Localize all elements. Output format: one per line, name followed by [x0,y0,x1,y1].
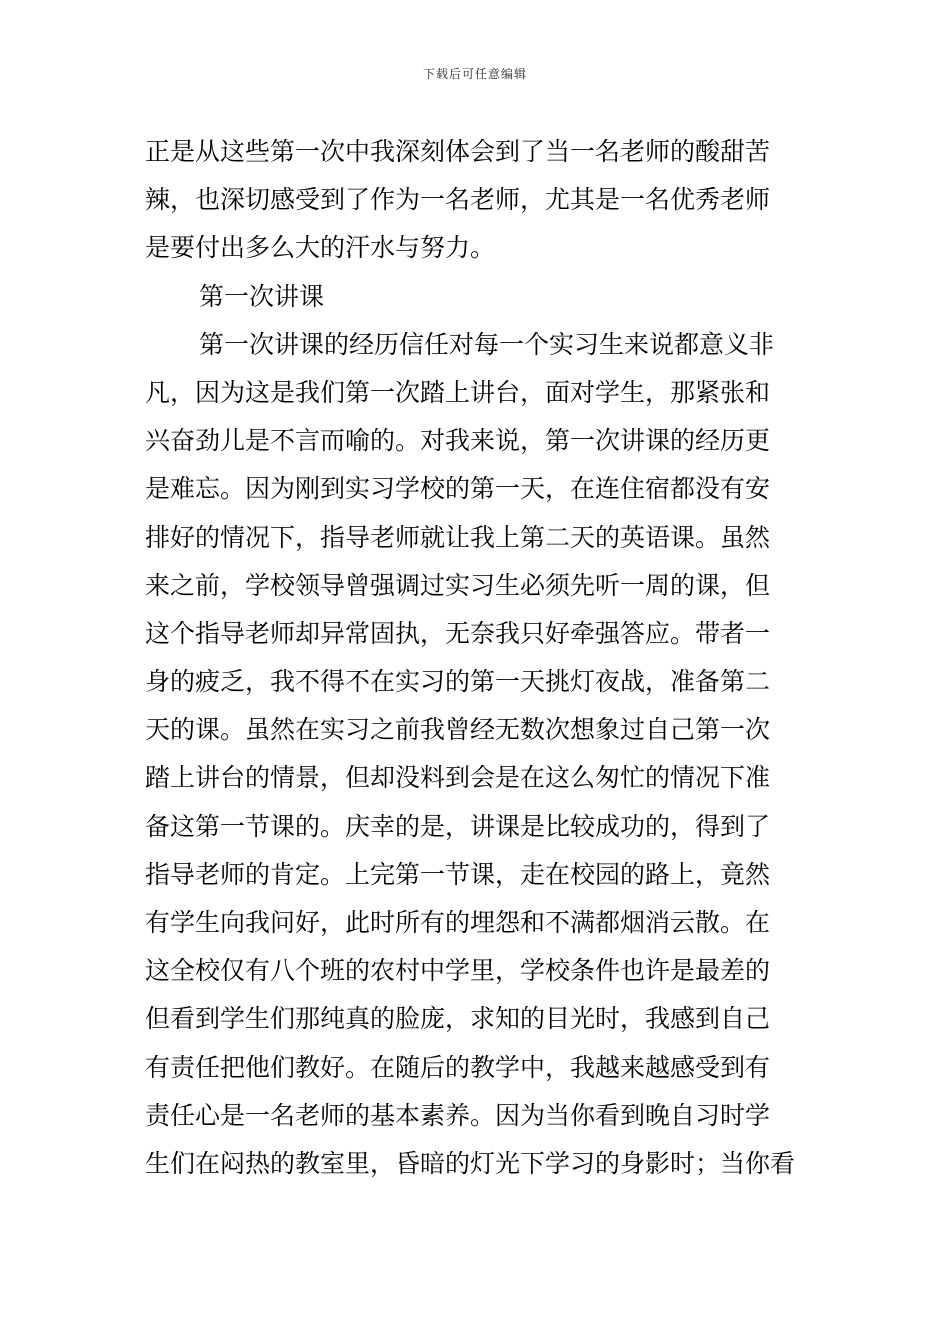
text-line: 生们在闷热的教室里，昏暗的灯光下学习的身影时；当你看 [145,1148,796,1178]
text-line: 有责任把他们教好。在随后的教学中，我越来越感受到有 [145,1052,771,1082]
text-line: 来之前，学校领导曾强调过实习生必须先听一周的课，但 [145,570,771,600]
text-line: 正是从这些第一次中我深刻体会到了当一名老师的酸甜苦 [145,137,771,166]
text-line: 这个指导老师却异常固执，无奈我只好牵强答应。带者一 [145,618,771,648]
section-heading: 第一次讲课 [199,281,325,311]
body-text [145,128,815,1188]
text-line: 责任心是一名老师的基本素养。因为当你看到晚自习时学 [145,1100,771,1130]
text-line: 身的疲乏，我不得不在实习的第一天挑灯夜战，准备第二 [145,667,771,697]
text-line: 指导老师的肯定。上完第一节课，走在校园的路上，竟然 [145,859,771,889]
text-line: 这全校仅有八个班的农村中学里，学校条件也许是最差的 [145,956,771,986]
text-line: 有学生向我问好，此时所有的埋怨和不满都烟消云散。在 [145,908,771,937]
text-line: 但看到学生们那纯真的脸庞，求知的目光时，我感到自己 [145,1004,771,1034]
text-line: 辣，也深切感受到了作为一名老师，尤其是一名优秀老师 [145,185,771,215]
text-line: 第一次讲课的经历信任对每一个实习生来说都意义非 [199,329,775,359]
text-line: 踏上讲台的情景，但却没料到会是在这么匆忙的情况下准 [145,763,771,793]
text-line: 备这第一节课的。庆幸的是，讲课是比较成功的，得到了 [145,811,771,841]
text-line: 凡，因为这是我们第一次踏上讲台，面对学生，那紧张和 [145,377,771,407]
text-line: 排好的情况下，指导老师就让我上第二天的英语课。虽然 [145,522,771,552]
page-header: 下载后可任意编辑 [422,67,527,81]
text-line: 是难忘。因为刚到实习学校的第一天，在连住宿都没有安 [145,474,771,504]
text-line: 是要付出多么大的汗水与努力。 [145,233,496,263]
text-line: 天的课。虽然在实习之前我曾经无数次想象过自己第一次 [145,715,771,745]
text-line: 兴奋劲儿是不言而喻的。对我来说，第一次讲课的经历更 [145,426,771,456]
